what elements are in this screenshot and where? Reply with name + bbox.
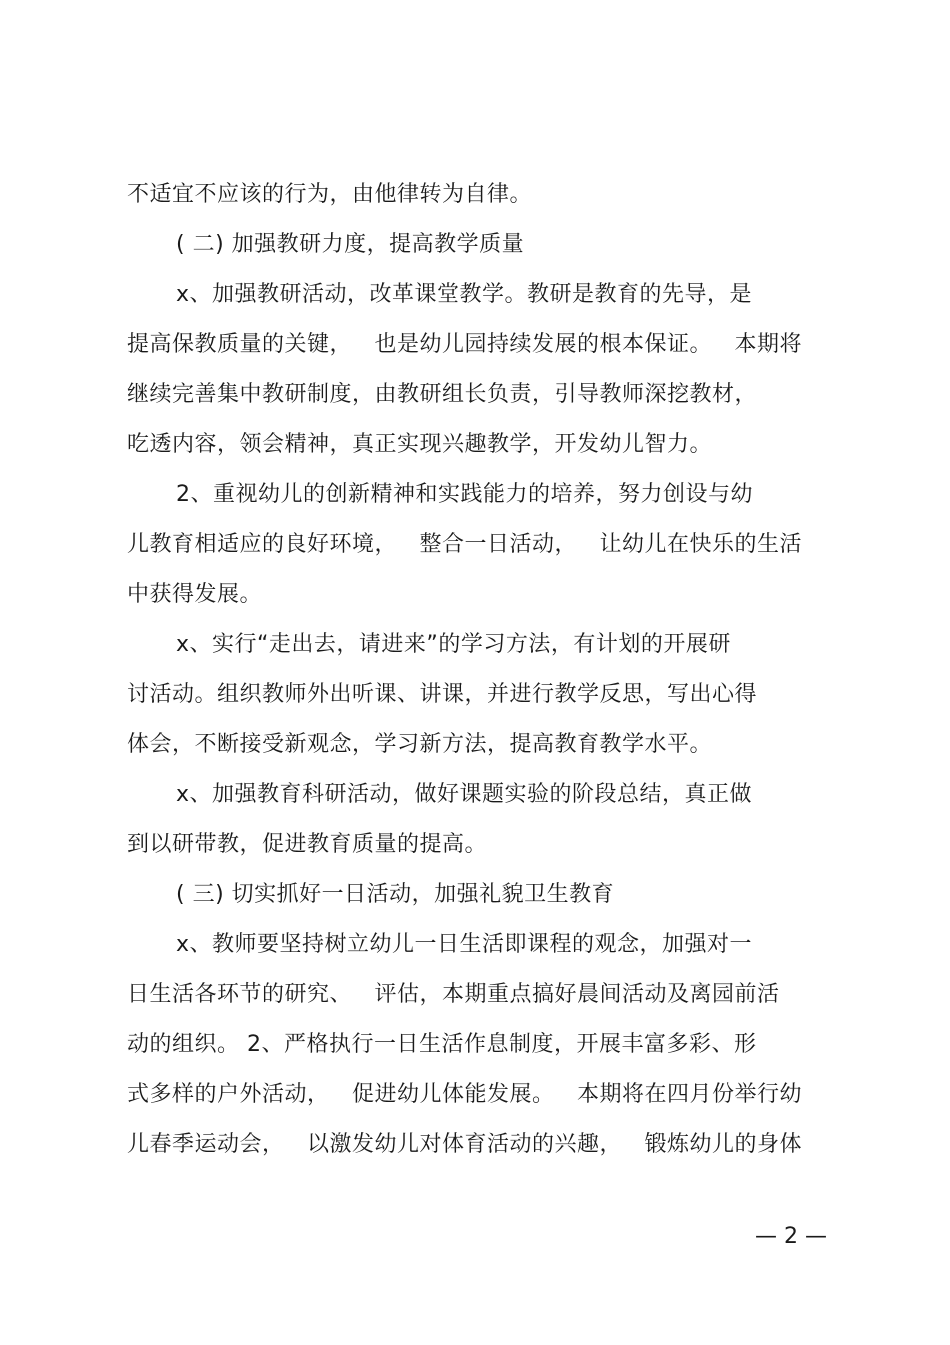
body-line-5: 继续完善集中教研制度，由教研组长负责，引导教师深挖教材，	[127, 382, 758, 407]
body-line-18: 动的组织。 2、严格执行一日生活作息制度，开展丰富多彩、形	[127, 1032, 757, 1057]
body-line-7: 2、重视幼儿的创新精神和实践能力的培养，努力创设与幼	[176, 482, 753, 507]
body-line-14: 到以研带教，促进教育质量的提高。	[127, 832, 488, 857]
body-line-6: 吃透内容，领会精神，真正实现兴趣教学，开发幼儿智力。	[127, 432, 713, 457]
body-line-16: x、教师要坚持树立幼儿一日生活即课程的观念，加强对一	[176, 932, 753, 957]
body-line-17: 日生活各环节的研究、 评估，本期重点搞好晨间活动及离园前活	[127, 982, 780, 1007]
body-line-1: 不适宜不应该的行为，由他律转为自律。	[127, 182, 533, 207]
body-line-3: x、加强教研活动，改革课堂教学。教研是教育的先导，是	[176, 282, 753, 307]
body-line-10: x、实行“走出去，请进来”的学习方法，有计划的开展研	[176, 632, 731, 657]
body-line-11: 讨活动。组织教师外出听课、讲课，并进行教学反思，写出心得	[127, 682, 758, 707]
body-line-12: 体会，不断接受新观念，学习新方法，提高教育教学水平。	[127, 732, 713, 757]
section-heading-2: ( 二) 加强教研力度，提高教学质量	[176, 232, 525, 257]
body-line-19: 式多样的户外活动， 促进幼儿体能发展。 本期将在四月份举行幼	[127, 1082, 802, 1107]
page-number: — 2 —	[755, 1224, 827, 1249]
body-line-13: x、加强教育科研活动，做好课题实验的阶段总结，真正做	[176, 782, 753, 807]
body-line-4: 提高保教质量的关键， 也是幼儿园持续发展的根本保证。 本期将	[127, 332, 802, 357]
body-line-8: 儿教育相适应的良好环境， 整合一日活动， 让幼儿在快乐的生活	[127, 532, 802, 557]
section-heading-15: ( 三) 切实抓好一日活动，加强礼貌卫生教育	[176, 882, 615, 907]
body-line-20: 儿春季运动会， 以激发幼儿对体育活动的兴趣， 锻炼幼儿的身体	[127, 1132, 802, 1157]
body-line-9: 中获得发展。	[127, 582, 263, 607]
